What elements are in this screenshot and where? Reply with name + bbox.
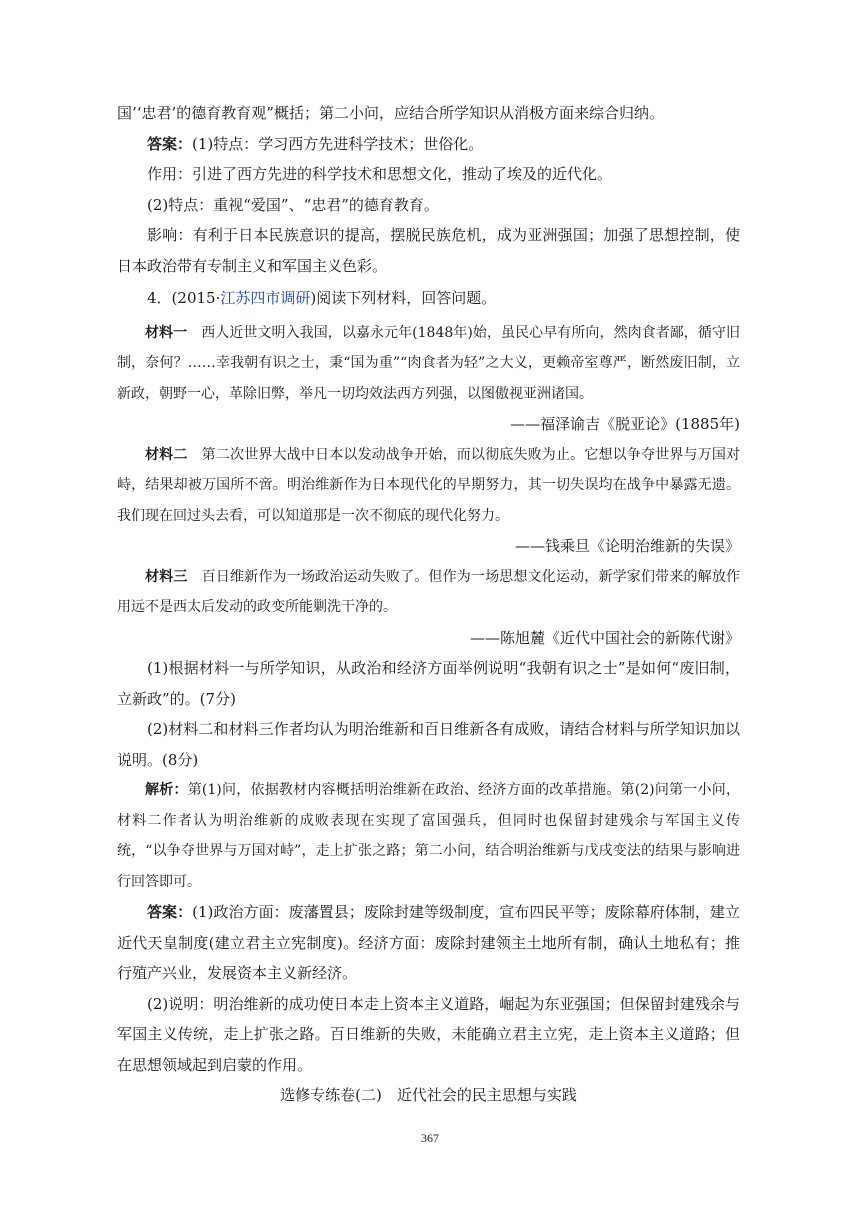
- analysis-label: 解析：: [145, 782, 188, 798]
- material-2: [117, 440, 740, 532]
- material-1: [117, 318, 740, 410]
- section-title: 选修专练卷(二) 近代社会的民主思想与实践: [280, 1086, 577, 1104]
- material-3-text: 百日维新作为一场政治运动失败了。但作为一场思想文化运动，新学家们带来的解放作用远不是西太后发动的政变所能剿洗干净的。: [117, 568, 741, 615]
- question-4-instruction: )阅读下列材料，回答问题。: [310, 289, 497, 307]
- analysis-block: [117, 775, 740, 897]
- question-4-header: [117, 283, 740, 314]
- answer-2-effect: 影响：有利于日本民族意识的提高，摆脱民族危机，成为亚洲强国；加强了思想控制，使日本政治带有专制主义和军国主义色彩。: [117, 226, 740, 275]
- answer-1-feature: (1)特点：学习西方先进科学技术；世俗化。: [192, 134, 484, 153]
- sub-question-1: (1)根据材料一与所学知识，从政治和经济方面举例说明“我朝有识之士”是如何“废旧制，立新政”的。(7分): [117, 659, 740, 708]
- material-3-source: ——陈旭麓《近代中国社会的新陈代谢》: [469, 628, 740, 647]
- page-number: 367: [421, 1131, 439, 1145]
- question-4-source: 江苏四市调研: [220, 289, 311, 307]
- material-2-text: 第二次世界大战中日本以发动战争开始，而以彻底失败为止。它想以争夺世界与万国对峙，结果却被万国所不啻。明治维新作为日本现代化的早期努力，其一切失误均在战争中暴露无遗。我们现在回过头去看，可以知道那是一次不彻底的现代化努力。: [117, 446, 741, 524]
- material-1-label: 材料一: [145, 324, 188, 341]
- continued-analysis: 国’‘忠君’的德育教育观”概括；第二小问，应结合所学知识从消极方面来综合归纳。: [117, 104, 664, 122]
- material-2-label: 材料二: [145, 446, 188, 463]
- materials: [117, 318, 740, 654]
- answer-4-label: 答案：: [147, 903, 193, 921]
- material-1-source: ——福泽谕吉《脱亚论》(1885年): [510, 415, 740, 433]
- material-1-text: 西人近世文明入我国，以嘉永元年(1848年)始，虽民心早有所向，然肉食者鄙，循守旧制，奈何？……幸我朝有识之士，秉“国为重”“肉食者为轻”之大义，更赖帝室尊严，断然废旧制，立新政，朝野一心，革除旧弊，举凡一切均效法西方列强，以图傲视亚洲诸国。: [117, 324, 740, 402]
- answer-4-2: (2)说明：明治维新的成功使日本走上资本主义道路，崛起为东亚强国；但保留封建残余与军国主义传统，走上扩张之路。百日维新的失败，未能确立君主立宪，走上资本主义道路；但在思想领域起到启蒙的作用。: [117, 994, 740, 1074]
- sub-question-2: (2)材料二和材料三作者均认为明治维新和百日维新各有成败，请结合材料与所学知识加以说明。(8分): [117, 720, 740, 769]
- answer-2-feature: (2)特点：重视“爱国”、“忠君”的德育教育。: [147, 195, 439, 214]
- page-content: [117, 98, 740, 1111]
- answer-4-1-text: (1)政治方面：废藩置县；废除封建等级制度，宣布四民平等；废除幕府体制，建立近代天皇制度(建立君主立宪制度)。经济方面：废除封建领主土地所有制，确认土地私有；推行殖产兴业，发展资本主义新经济。: [117, 903, 740, 982]
- answer-4-1: [117, 897, 740, 989]
- material-3: [117, 562, 740, 623]
- analysis-text: 第(1)问，依据教材内容概括明治维新在政治、经济方面的改革措施。第(2)问第一小问，材料二作者认为明治维新的成败表现在实现了富国强兵，但同时也保留封建残余与军国主义传统，“以争夺世界与万国对峙”，走上扩张之路；第二小问，结合明治维新与戊戌变法的结果与影响进行回答即可。: [117, 782, 740, 890]
- analysis: [117, 775, 740, 897]
- question-4-number: 4．(2015·: [147, 289, 221, 307]
- answer-1-effect: 作用：引进了西方先进的科学技术和思想文化，推动了埃及的近代化。: [147, 165, 613, 183]
- material-2-source: ——钱乘旦《论明治维新的失误》: [514, 537, 740, 555]
- answer-label: 答案：: [147, 134, 193, 153]
- answer-1-text: [117, 129, 740, 160]
- material-3-label: 材料三: [145, 568, 188, 585]
